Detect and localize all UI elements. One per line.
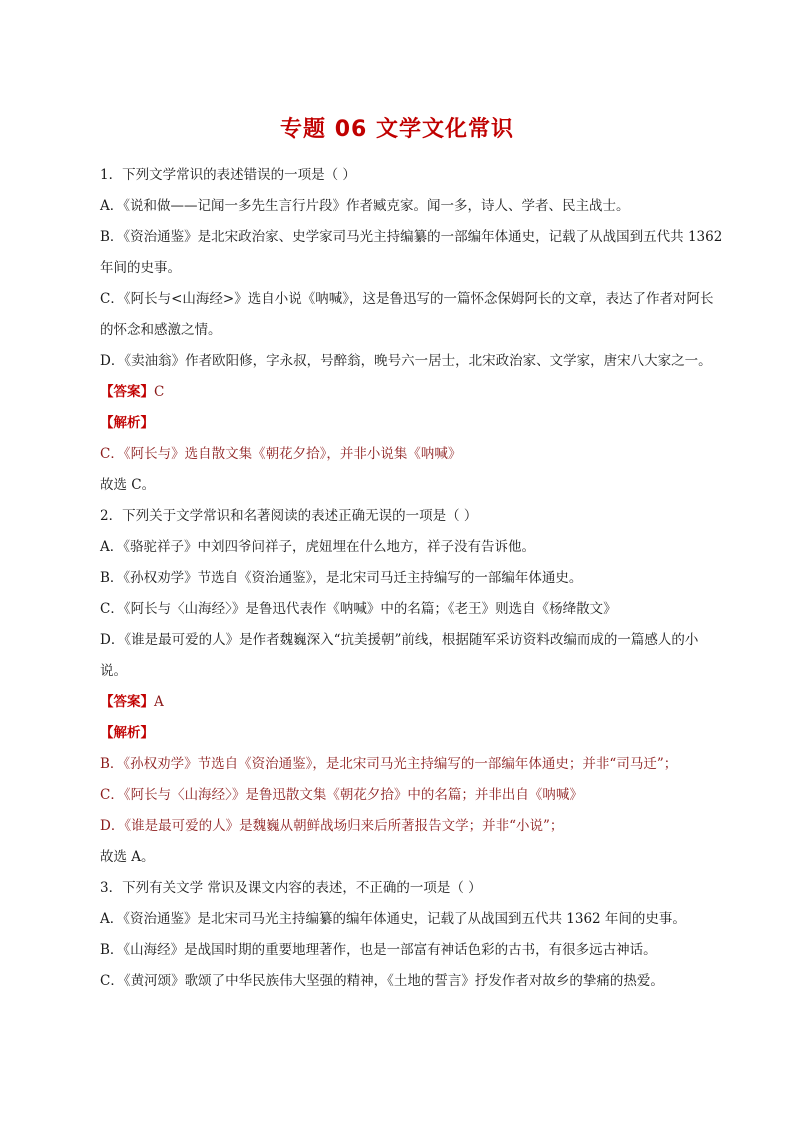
q1-stem: 1．下列文学常识的表述错误的一项是（ ）	[100, 167, 356, 183]
page-title: 专题 06 文学文化常识	[280, 117, 514, 142]
q1-option-b-line2: 年间的史事。	[100, 260, 181, 276]
answer-value: C	[154, 384, 165, 400]
q2-analysis-line-c: C．《阿长与〈山海经〉》是鲁迅散文集《朝花夕拾》中的名篇；并非出自《呐喊》	[100, 787, 583, 803]
q2-answer	[100, 687, 722, 718]
q2-analysis-line-d: D．《谁是最可爱的人》是魏巍从朝鲜战场归来后所著报告文学；并非“小说”；	[100, 818, 564, 834]
q3-option-b: B．《山海经》是战国时期的重要地理著作，也是一部富有神话色彩的古书，有很多远古神话。	[100, 942, 657, 958]
q1-conclusion: 故选 C。	[100, 477, 156, 493]
q2-analysis-line-b: B．《孙权劝学》节选自《资治通鉴》，是北宋司马光主持编写的一部编年体通史；并非“司马迁”；	[100, 756, 678, 772]
analysis-label: 【解析】	[100, 415, 154, 431]
q1-option-d: D．《卖油翁》作者欧阳修，字永叔，号醉翁，晚号六一居士，北宋政治家、文学家，唐宋八大家之一。	[100, 353, 712, 369]
q2-conclusion: 故选 A。	[100, 849, 155, 865]
analysis-label: 【解析】	[100, 725, 154, 741]
q3-option-a: A．《资治通鉴》是北宋司马光主持编纂的编年体通史，记载了从战国到五代共 1362 年间的史事。	[100, 911, 686, 927]
q2-stem: 2．下列关于文学常识和名著阅读的表述正确无误的一项是（ ）	[100, 508, 478, 524]
content-body	[100, 160, 722, 997]
q3-option-c: C．《黄河颂》歌颂了中华民族伟大坚强的精神，《土地的誓言》抒发作者对故乡的挚痛的热爱。	[100, 973, 664, 989]
q2-option-d-line2: 说。	[100, 663, 127, 679]
q2-analysis-label	[100, 718, 722, 749]
q1-option-a: A．《说和做——记闻一多先生言行片段》作者臧克家。闻一多，诗人、学者、民主战士。	[100, 198, 630, 214]
q2-option-a: A．《骆驼祥子》中刘四爷问祥子，虎妞埋在什么地方，祥子没有告诉他。	[100, 539, 535, 555]
q3-stem: 3．下列有关文学 常识及课文内容的表述，不正确的一项是（ ）	[100, 880, 482, 896]
q1-option-c-line1: C．《阿长与<山海经>》选自小说《呐喊》，这是鲁迅写的一篇怀念保姆阿长的文章，表达了作者对阿长	[100, 291, 714, 307]
q2-option-d-line1: D．《谁是最可爱的人》是作者魏巍深入“抗美援朝”前线，根据随军采访资料改编而成的一篇感人的小	[100, 632, 699, 648]
answer-label: 【答案】	[100, 384, 154, 400]
q1-answer	[100, 377, 722, 408]
answer-label: 【答案】	[100, 694, 154, 710]
q1-option-c-line2: 的怀念和感激之情。	[100, 322, 222, 338]
q1-option-b-line1: B．《资治通鉴》是北宋政治家、史学家司马光主持编纂的一部编年体通史，记载了从战国到五代共 1362	[100, 229, 723, 245]
q2-option-c: C．《阿长与〈山海经〉》是鲁迅代表作《呐喊》中的名篇；《老王》则选自《杨绛散文》	[100, 601, 617, 617]
q1-analysis-line: C．《阿长与》选自散文集《朝花夕拾》，并非小说集《呐喊》	[100, 446, 462, 462]
answer-value: A	[154, 694, 164, 710]
q2-option-b: B．《孙权劝学》节选自《资治通鉴》，是北宋司马迁主持编写的一部编年体通史。	[100, 570, 583, 586]
q1-analysis-label	[100, 408, 722, 439]
